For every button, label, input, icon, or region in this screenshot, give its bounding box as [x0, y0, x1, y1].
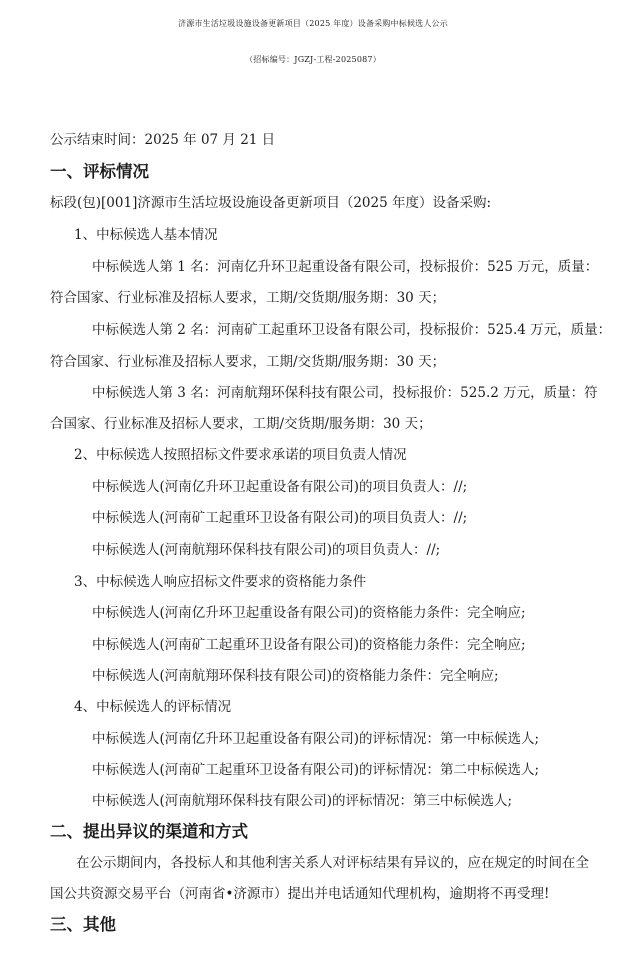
objection-line-2: 国公共资源交易平台（河南省•济源市）提出并电话通知代理机构，逾期将不再受理!: [50, 886, 550, 902]
candidate-1-line-1: 中标候选人第 1 名：河南亿升环卫起重设备有限公司，投标报价：525 万元，质量：: [92, 259, 599, 275]
evaluation-1: 中标候选人(河南亿升环卫起重设备有限公司)的评标情况：第一中标候选人;: [92, 731, 540, 747]
document-title: 济源市生活垃圾设施设备更新项目（2025 年度）设备采购中标候选人公示: [178, 19, 448, 28]
project-manager-1: 中标候选人(河南亿升环卫起重设备有限公司)的项目负责人：//;: [92, 479, 468, 495]
candidate-2-line-1: 中标候选人第 2 名：河南矿工起重环卫设备有限公司，投标报价：525.4 万元，质量：: [92, 322, 612, 338]
qualification-3: 中标候选人(河南航翔环保科技有限公司)的资格能力条件：完全响应;: [92, 668, 499, 684]
subsection-3-title: 3、中标候选人响应招标文件要求的资格能力条件: [74, 574, 367, 590]
qualification-1: 中标候选人(河南亿升环卫起重设备有限公司)的资格能力条件：完全响应;: [92, 605, 526, 621]
subsection-1-title: 1、中标候选人基本情况: [74, 227, 218, 243]
publicity-end-time: 公示结束时间：2025 年 07 月 21 日: [50, 132, 276, 148]
candidate-1-line-2: 符合国家、行业标准及招标人要求，工期/交货期/服务期：30 天；: [50, 290, 446, 306]
evaluation-2: 中标候选人(河南矿工起重环卫设备有限公司)的评标情况：第二中标候选人;: [92, 762, 540, 778]
candidate-3-line-1: 中标候选人第 3 名：河南航翔环保科技有限公司，投标报价：525.2 万元，质量：符: [92, 385, 598, 401]
lot-line: 标段(包)[001]济源市生活垃圾设施设备更新项目（2025 年度）设备采购:: [50, 195, 492, 211]
section-2-heading: 二、提出异议的渠道和方式: [50, 822, 248, 841]
section-1-heading: 一、评标情况: [50, 162, 149, 181]
section-3-heading: 三、其他: [50, 915, 116, 934]
candidate-3-line-2: 合国家、行业标准及招标人要求，工期/交货期/服务期：30 天；: [50, 416, 432, 432]
qualification-2: 中标候选人(河南矿工起重环卫设备有限公司)的资格能力条件：完全响应;: [92, 637, 526, 653]
tender-number: （招标编号：JGZJ-工程-2025087）: [245, 55, 381, 64]
objection-line-1: 在公示期间内，各投标人和其他利害关系人对评标结果有异议的，应在规定的时间在全: [76, 855, 589, 871]
candidate-2-line-2: 符合国家、行业标准及招标人要求，工期/交货期/服务期：30 天；: [50, 354, 446, 370]
subsection-2-title: 2、中标候选人按照招标文件要求承诺的项目负责人情况: [74, 447, 407, 463]
subsection-4-title: 4、中标候选人的评标情况: [74, 699, 232, 715]
project-manager-2: 中标候选人(河南矿工起重环卫设备有限公司)的项目负责人：//;: [92, 510, 468, 526]
evaluation-3: 中标候选人(河南航翔环保科技有限公司)的评标情况：第三中标候选人;: [92, 793, 513, 809]
project-manager-3: 中标候选人(河南航翔环保科技有限公司)的项目负责人：//;: [92, 542, 441, 558]
